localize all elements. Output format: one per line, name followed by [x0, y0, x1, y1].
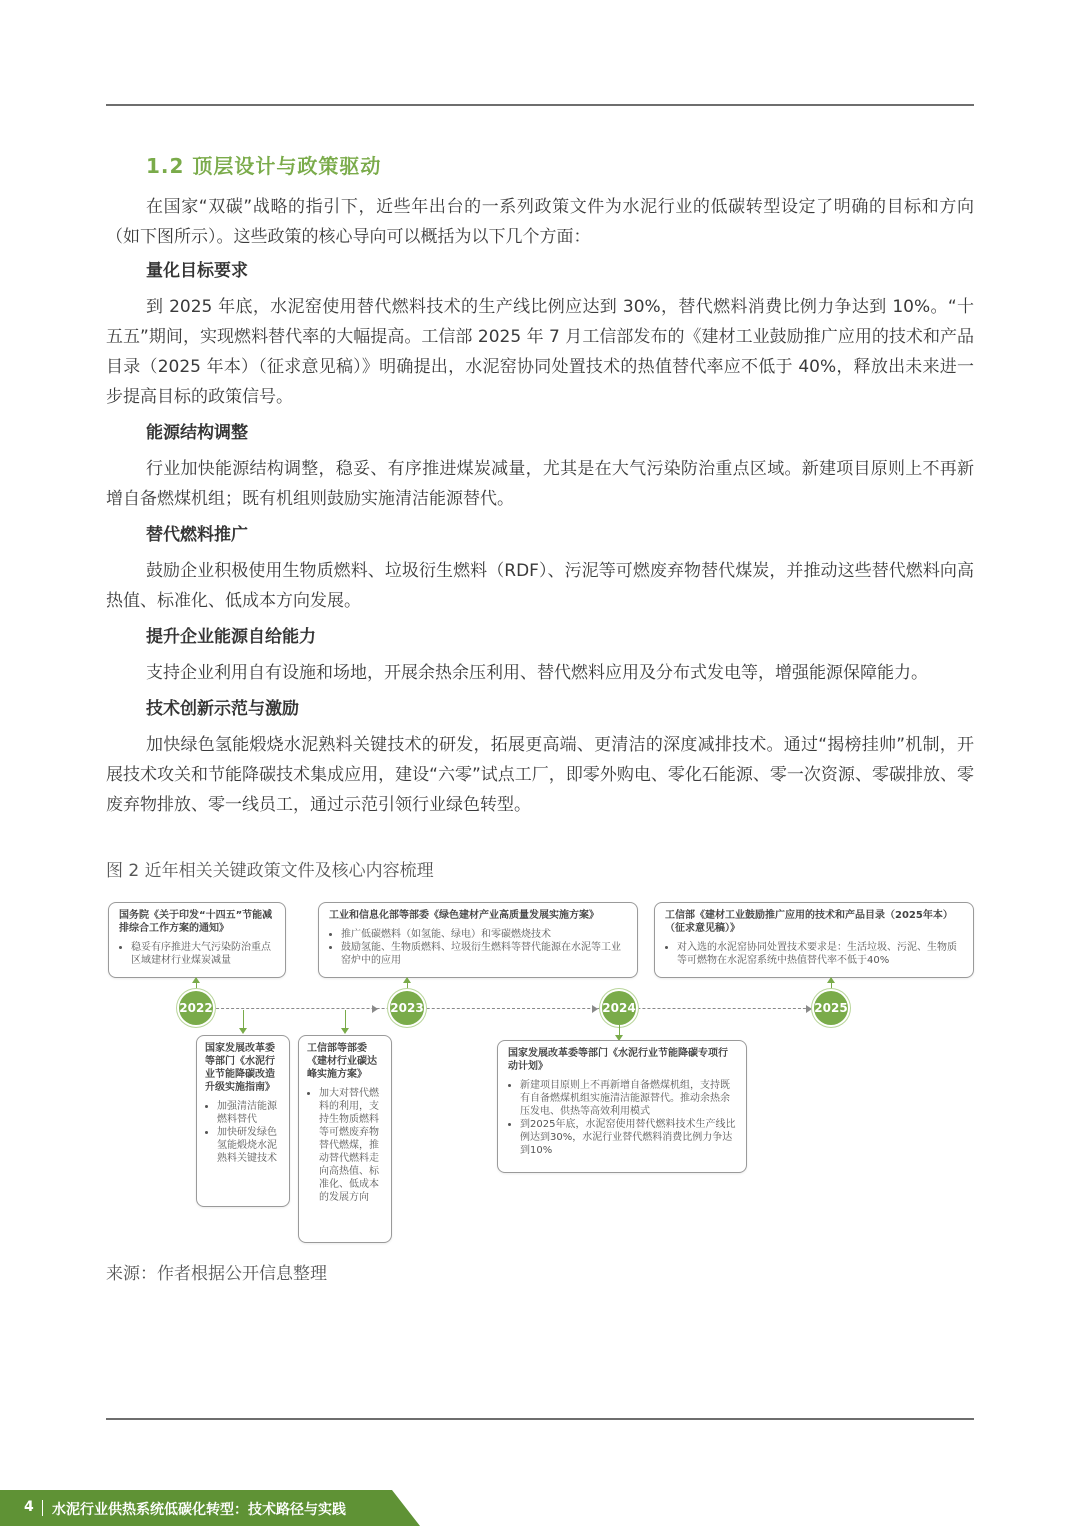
point-body: 支持企业利用自有设施和场地，开展余热余压利用、替代燃料应用及分布式发电等，增强能源保障能力。: [146, 663, 928, 683]
card-title: 国家发展改革委等部门《水泥行业节能降碳专项行动计划》: [508, 1048, 728, 1072]
connector-arrow: [239, 1028, 247, 1034]
point-heading: 量化目标要求: [146, 261, 248, 281]
point-body: 行业加快能源结构调整，稳妥、有序推进煤炭减量，尤其是在大气污染防治重点区域。新建项目原则上不再新增自备燃煤机组；既有机组则鼓励实施清洁能源替代。: [106, 459, 974, 509]
point-body: 到 2025 年底，水泥窑使用替代燃料技术的生产线比例应达到 30%，替代燃料消费比例力争达到 10%。“十五五”期间，实现燃料替代率的大幅提高。工信部 2025 年 7 月工信部发布的《建材工业鼓励推广应用的技术和产品目录（2025 年本）（征求意见稿）》明确提出，水泥窑协同处置技术的热值替代率应不低于 40%，释放出未来进一步提高目标的政策信号。: [106, 297, 974, 407]
year-marker-2023: 2023: [390, 991, 424, 1025]
connector-arrow: [192, 977, 200, 983]
card-item: • 推广低碳燃料（如氢能、绿电）和零碳燃烧技术: [341, 928, 627, 941]
page-number: 4: [24, 1499, 34, 1515]
connector-arrow: [827, 977, 835, 983]
timeline-arrow: [806, 1005, 812, 1013]
card-title: 国务院《关于印发“十四五”节能减排综合工作方案的通知》: [119, 910, 273, 934]
point-heading: 能源结构调整: [146, 423, 248, 443]
figure-caption: 图 2 近年相关关键政策文件及核心内容梳理: [106, 861, 434, 881]
timeline-arrow: [592, 1005, 598, 1013]
policy-card-2024-bottom: [497, 1040, 747, 1173]
point-heading: 替代燃料推广: [146, 525, 248, 545]
card-item: • 对入选的水泥窑协同处置技术要求是：生活垃圾、污泥、生物质等可燃物在水泥窑系统中热值替代率不低于40%: [677, 941, 963, 967]
footer-separator: [42, 1500, 43, 1516]
card-title: 工业和信息化部等部委《绿色建材产业高质量发展实施方案》: [329, 910, 599, 921]
timeline-arrow: [372, 1005, 378, 1013]
body-text: [106, 192, 974, 820]
card-item: • 加强清洁能源燃料替代: [217, 1100, 281, 1126]
policy-card-2023-bottom: [298, 1035, 392, 1243]
card-title: 国家发展改革委等部门《水泥行业节能降碳改造升级实施指南》: [205, 1043, 275, 1093]
policy-card-2022-top: [108, 902, 286, 978]
footer-title: 水泥行业供热系统低碳化转型：技术路径与实践: [52, 1502, 346, 1518]
card-item: • 新建项目原则上不再新增自备燃煤机组，支持既有自备燃煤机组实施清洁能源替代。推动余热余压发电、供热等高效利用模式: [520, 1079, 736, 1118]
section-title: 1.2 顶层设计与政策驱动: [146, 154, 382, 178]
year-marker-2025: 2025: [814, 991, 848, 1025]
card-title: 工信部等部委《建材行业碳达峰实施方案》: [307, 1043, 377, 1080]
card-item: • 加快研发绿色氢能煅烧水泥熟料关键技术: [217, 1126, 281, 1165]
card-item: • 到2025年底，水泥窑使用替代燃料技术生产线比例达到30%，水泥行业替代燃料消费比例力争达到10%: [520, 1118, 736, 1157]
card-item: • 加大对替代燃料的利用，支持生物质燃料等可燃废弃物替代燃煤，推动替代燃料走向高热值、标准化、低成本的发展方向: [319, 1087, 383, 1204]
policy-card-2022-bottom: [196, 1035, 290, 1207]
figure-source: 来源：作者根据公开信息整理: [106, 1264, 327, 1284]
policy-card-2023-top: [318, 902, 638, 978]
card-item: • 鼓励氢能、生物质燃料、垃圾衍生燃料等替代能源在水泥等工业窑炉中的应用: [341, 941, 627, 967]
policy-card-2025-top: [654, 902, 974, 978]
point-body: 加快绿色氢能煅烧水泥熟料关键技术的研发，拓展更高端、更清洁的深度减排技术。通过“揭榜挂帅”机制，开展技术攻关和节能降碳技术集成应用，建设“六零”试点工厂，即零外购电、零化石能源、零一次资源、零碳排放、零废弃物排放、零一线员工，通过示范引领行业绿色转型。: [106, 735, 974, 815]
intro-paragraph: 在国家“双碳”战略的指引下，近些年出台的一系列政策文件为水泥行业的低碳转型设定了明确的目标和方向（如下图所示）。这些政策的核心导向可以概括为以下几个方面：: [106, 197, 974, 247]
point-heading: 技术创新示范与激励: [146, 699, 299, 719]
footer-rule: [106, 1418, 974, 1420]
year-marker-2022: 2022: [179, 991, 213, 1025]
point-heading: 提升企业能源自给能力: [146, 627, 316, 647]
year-marker-2024: 2024: [602, 991, 636, 1025]
timeline-axis: [196, 1008, 836, 1009]
connector-arrow: [403, 977, 411, 983]
card-title: 工信部《建材工业鼓励推广应用的技术和产品目录（2025年本）（征求意见稿）》: [665, 910, 953, 934]
connector-arrow: [341, 1028, 349, 1034]
card-item: • 稳妥有序推进大气污染防治重点区域建材行业煤炭减量: [131, 941, 275, 967]
point-body: 鼓励企业积极使用生物质燃料、垃圾衍生燃料（RDF）、污泥等可燃废弃物替代煤炭，并推动这些替代燃料向高热值、标准化、低成本方向发展。: [106, 561, 974, 611]
header-rule: [106, 104, 974, 106]
